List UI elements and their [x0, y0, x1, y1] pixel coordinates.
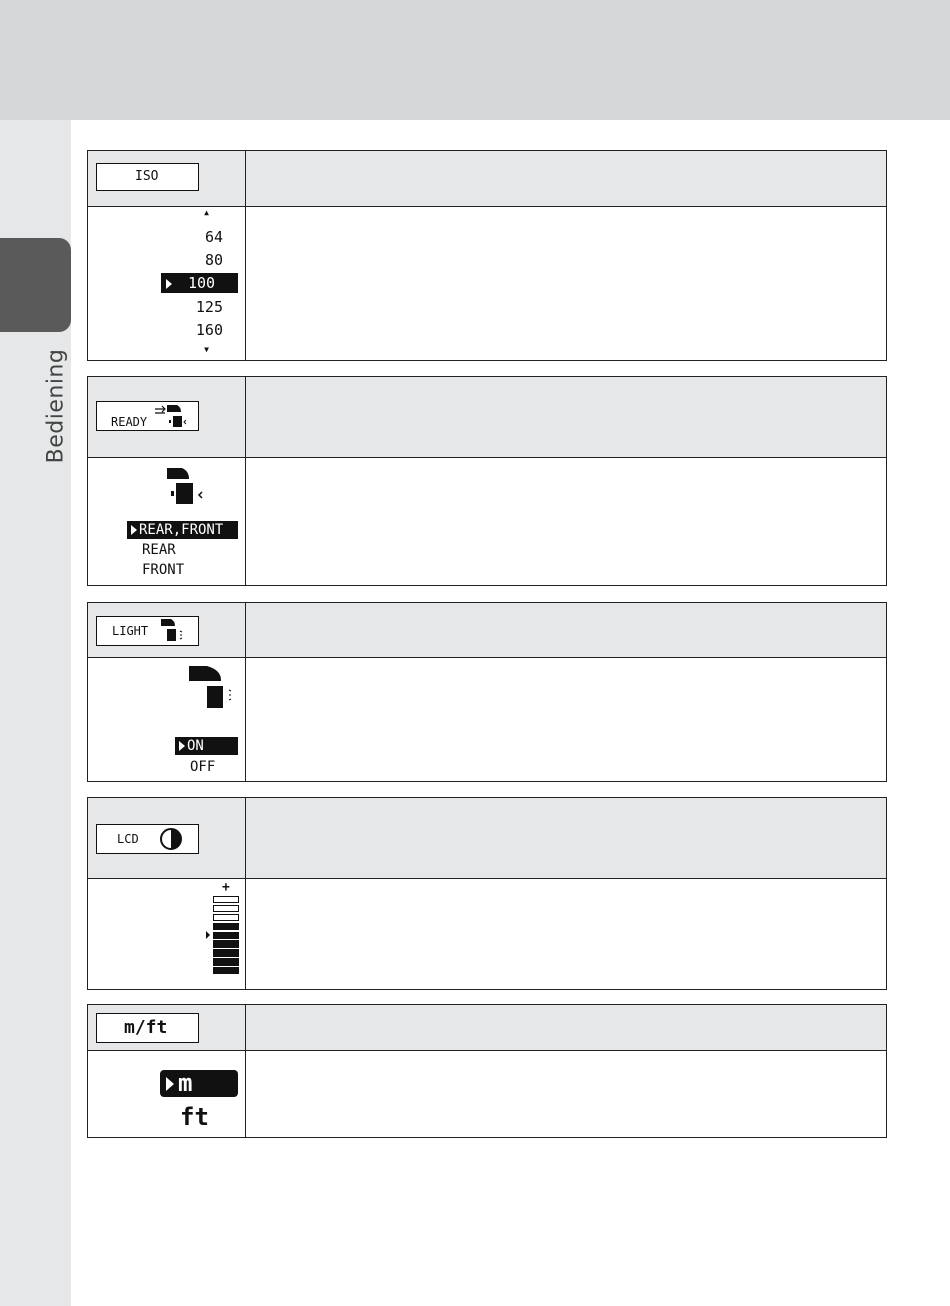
iso-option[interactable]: 64: [204, 228, 223, 246]
contrast-level-bar: [213, 932, 239, 939]
contrast-scale[interactable]: [213, 896, 239, 976]
lcd-panel-body: [88, 879, 886, 989]
top-header-band: [0, 0, 950, 120]
lcd-lcd-label: LCD: [96, 824, 199, 854]
light-panel-body: [88, 658, 886, 781]
contrast-level-bar: [213, 905, 239, 912]
unit-panel: [87, 1004, 887, 1138]
ready-panel-header: [88, 377, 886, 458]
iso-panel: [87, 150, 887, 361]
contrast-level-bar: [213, 958, 239, 965]
flash-head-icon: [164, 466, 214, 510]
flash-head-icon: [187, 664, 237, 710]
light-panel-header: [88, 603, 886, 658]
section-label: Bediening: [43, 348, 69, 464]
iso-option-selected[interactable]: 100: [161, 273, 238, 293]
unit-option[interactable]: ft: [180, 1103, 209, 1131]
ready-option[interactable]: REAR: [142, 542, 176, 558]
light-option[interactable]: OFF: [190, 759, 216, 775]
section-tab: [0, 238, 71, 332]
iso-option[interactable]: 80: [204, 251, 223, 269]
selection-arrow-icon: [131, 525, 137, 535]
iso-lcd-label: ISO: [96, 163, 199, 191]
ready-panel-body: [88, 458, 886, 585]
flash-light-icon: [159, 617, 201, 645]
scroll-up-icon: ▲: [204, 208, 209, 217]
ready-option-selected[interactable]: REAR,FRONT: [127, 521, 238, 539]
contrast-icon: [158, 826, 184, 852]
contrast-level-bar: [213, 940, 239, 947]
selection-arrow-icon: [179, 741, 185, 751]
iso-option[interactable]: 160: [195, 321, 223, 339]
contrast-level-bar: [213, 967, 239, 974]
scroll-down-icon: ▼: [204, 345, 209, 354]
iso-panel-body: [88, 207, 886, 360]
light-lcd-label: LIGHT: [96, 616, 199, 646]
contrast-level-bar: [213, 923, 239, 930]
iso-option[interactable]: 125: [195, 298, 223, 316]
selection-arrow-icon: [166, 279, 172, 289]
lcd-panel-header: [88, 798, 886, 879]
selection-arrow-icon: [206, 931, 210, 939]
unit-panel-body: [88, 1051, 886, 1137]
light-panel: [87, 602, 887, 782]
unit-lcd-label: m/ft: [96, 1013, 199, 1043]
iso-panel-header: [88, 151, 886, 207]
contrast-plus-label: +: [222, 880, 230, 895]
contrast-level-bar: [213, 896, 239, 903]
unit-panel-header: [88, 1005, 886, 1051]
contrast-level-bar: [213, 949, 239, 956]
contrast-level-bar: [213, 914, 239, 921]
ready-lcd-label: READY: [96, 401, 199, 431]
selection-arrow-icon: [166, 1077, 174, 1091]
ready-option[interactable]: FRONT: [142, 562, 185, 578]
light-option-selected[interactable]: ON: [175, 737, 238, 755]
flash-ready-icon: [153, 402, 199, 430]
ready-panel: [87, 376, 887, 586]
lcd-panel: [87, 797, 887, 990]
unit-option-selected[interactable]: m: [160, 1070, 238, 1097]
